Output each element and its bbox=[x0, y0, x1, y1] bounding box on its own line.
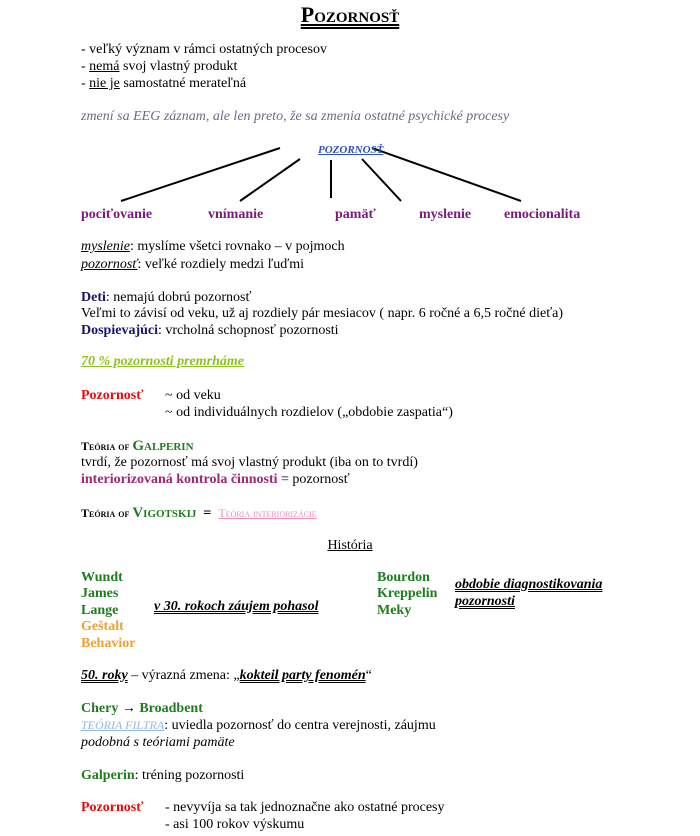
history-name: Meky bbox=[377, 603, 412, 618]
connector-line bbox=[240, 159, 300, 201]
history-name: Geštalt bbox=[81, 619, 124, 634]
text: : myslíme všetci rovnako – v pojmoch bbox=[129, 239, 345, 254]
compare-line-1 bbox=[81, 239, 345, 255]
develop-line-1: - nevyvíja sa tak jednoznačne ako ostatné procesy bbox=[165, 800, 445, 815]
history-left-note: v 30. rokoch záujem pohasol bbox=[154, 599, 319, 614]
history-name: James bbox=[81, 586, 119, 601]
text: svoj vlastný produkt bbox=[119, 59, 238, 74]
galperin-heading bbox=[81, 438, 194, 455]
history-name: Lange bbox=[81, 603, 119, 618]
fifties-line bbox=[81, 668, 372, 684]
filter-line-1 bbox=[81, 701, 203, 717]
filter-line-3: podobná s teóriami pamäte bbox=[81, 735, 235, 750]
quote: “ bbox=[365, 668, 372, 683]
term: Deti bbox=[81, 290, 106, 305]
term: Galperin bbox=[81, 768, 135, 783]
term: myslenie bbox=[81, 239, 130, 254]
history-right-note-2: pozornosti bbox=[455, 594, 515, 609]
term: interiorizovaná kontrola činnosti bbox=[81, 472, 278, 487]
term: Dospievajúci bbox=[81, 323, 158, 338]
text: : nemajú dobrú pozornosť bbox=[105, 290, 252, 305]
page-title: Pozornosť bbox=[300, 2, 400, 27]
underlined-term: nemá bbox=[89, 59, 120, 74]
heading-prefix: Teória of bbox=[81, 439, 133, 453]
text: = pozornosť bbox=[277, 472, 350, 487]
depends-line-1: ~ od veku bbox=[165, 388, 221, 403]
text: : veľké rozdiely medzi ľuďmi bbox=[137, 257, 305, 272]
develop-label: Pozornosť bbox=[81, 800, 144, 815]
history-heading: História bbox=[327, 538, 373, 553]
history-name: Kreppelin bbox=[377, 586, 438, 601]
text: : uviedla pozornosť do centra verejnosti, záujmu bbox=[164, 718, 436, 733]
training-line bbox=[81, 768, 244, 784]
term: pozornosť bbox=[81, 257, 138, 272]
diagram-item-myslenie: myslenie bbox=[419, 207, 472, 222]
depends-line-2: ~ od individuálnych rozdielov („obdobie zaspatia“) bbox=[165, 405, 453, 420]
diagram-item-pocitovanie: pociťovanie bbox=[81, 207, 153, 222]
text: : tréning pozornosti bbox=[134, 768, 245, 783]
connector-line bbox=[362, 159, 401, 201]
history-name: Wundt bbox=[81, 570, 123, 585]
heading-name: Vigotskij bbox=[132, 505, 197, 521]
term: 50. roky bbox=[81, 668, 128, 683]
diagram-item-vnimanie: vnímanie bbox=[208, 207, 264, 222]
name: Broadbent bbox=[139, 701, 203, 716]
theory-link[interactable]: TEÓRIA FILTRA bbox=[81, 718, 165, 732]
history-name: Bourdon bbox=[377, 570, 430, 585]
dash: - bbox=[81, 76, 90, 91]
develop-line-2: - asi 100 rokov výskumu bbox=[165, 817, 305, 832]
connector-line bbox=[121, 148, 280, 201]
name: Chery bbox=[81, 701, 119, 716]
heading-name: Galperin bbox=[132, 438, 194, 454]
history-right-note-1: obdobie diagnostikovania bbox=[455, 577, 603, 592]
galperin-line-1: tvrdí, že pozornosť má svoj vlastný produkt (iba on to tvrdí) bbox=[81, 455, 418, 470]
filter-line-2 bbox=[81, 717, 436, 734]
underlined-term: nie je bbox=[89, 76, 120, 91]
age-line-1 bbox=[81, 290, 251, 306]
text: samostatné merateľná bbox=[119, 76, 247, 91]
arrow-icon: → bbox=[118, 701, 140, 716]
heading-prefix: Teória of bbox=[81, 506, 133, 520]
age-line-3 bbox=[81, 323, 339, 339]
intro-line-1: - veľký význam v rámci ostatných procesov bbox=[81, 42, 327, 57]
equals: = bbox=[196, 506, 219, 521]
age-line-2: Veľmi to závisí od veku, už aj rozdiely pár mesiacov ( napr. 6 ročné a 6,5 ročné dieťa) bbox=[81, 306, 564, 321]
history-name: Behavior bbox=[81, 636, 136, 651]
dash: - bbox=[81, 59, 90, 74]
diagram-item-pamat: pamäť bbox=[335, 207, 376, 222]
waste-note: 70 % pozornosti premrháme bbox=[81, 354, 244, 369]
depends-label: Pozornosť bbox=[81, 388, 144, 403]
vigotskij-heading bbox=[81, 505, 317, 522]
eeg-note: zmení sa EEG záznam, ale len preto, že sa zmenia ostatné psychické procesy bbox=[81, 109, 510, 124]
diagram-center-label: POZORNOSŤ bbox=[318, 144, 384, 156]
text: : vrcholná schopnosť pozornosti bbox=[158, 323, 339, 338]
phenomenon: kokteil party fenomén bbox=[239, 668, 366, 683]
theory-link[interactable]: Teória interiorizácie bbox=[218, 506, 317, 520]
diagram-item-emocionalita: emocionalita bbox=[504, 207, 581, 222]
text: – výrazná zmena: „ bbox=[127, 668, 240, 683]
compare-line-2 bbox=[81, 257, 304, 273]
galperin-line-2 bbox=[81, 472, 350, 488]
